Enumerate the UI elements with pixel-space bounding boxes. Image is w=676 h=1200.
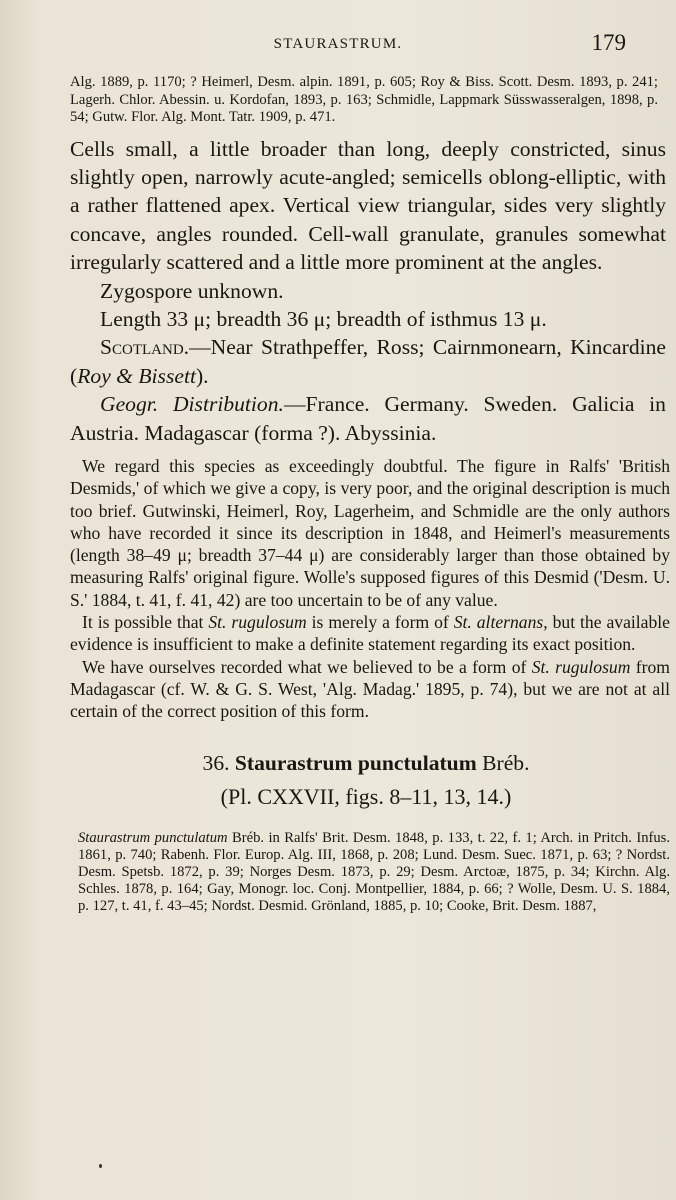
distribution-record [70,390,666,447]
running-head [26,30,650,60]
scotland-authors: Roy & Bissett [77,363,196,388]
measurements-line: Length 33 μ; breadth 36 μ; breadth of isthmus 13 μ. [100,306,547,331]
taxon-name: St. rugulosum [208,612,307,633]
text-run: We have ourselves recorded what we believed to be a form of [82,656,532,677]
distribution-label: Geogr. Distribution. [100,392,284,417]
description-paragraph: Cells small, a little broader than long, deeply constricted, sinus slightly open, narrowly acute-angled; semicells oblong-elliptic, with a rather flattened apex. Vertical view triangular, sides very slightly concave, angles rounded. Cell-wall granulate, granules somewhat irregularly scattered and a little more prominent at the angles. [70,136,666,275]
species-number: 36. [202,750,230,775]
text-run: It is possible that [82,612,209,633]
page-number: 179 [591,30,626,55]
scotland-text: —Near Strathpeffer, Ross; Cairnmonearn, Kincardine ( [70,335,666,388]
text-run: from Madagascar (cf. W. & G. S. West, 'Alg. Madag.' 1895, p. 74), but we are not at all certain of the correct position of this form. [70,656,670,722]
species-heading [26,751,650,776]
taxon-name: St. rugulosum [531,656,631,677]
species-name: Staurastrum punctulatum [234,750,477,775]
synonym-name: Staurastrum punctulatum [78,829,228,846]
taxon-name: St. alternans, [453,612,548,633]
references-bottom [78,830,670,916]
zygospore-line: Zygospore unknown. [100,278,284,303]
scotland-end: ). [195,363,209,388]
references-bottom-text: Bréb. in Ralfs' Brit. Desm. 1848, p. 133, t. 22, f. 1; Arch. in Pritch. Infus. 1861, p. 740; Rabenh. Flor. Europ. Alg. III, 1868, p. 208; Lund. Desm. Suec. 1871, p. 63; ? Nordst. Desm. Spetsb. 1872, p. 39; Norges Desm. 1873, p. 29; Desm. Arctoæ, 1875, p. 34; Kirchn. Alg. Schles. 1878, p. 164; Gay, Monogr. loc. Conj. Montpellier, 1884, p. 66; ? Wolle, Desm. U. S. 1884, p. 127, t. 41, f. 43–45; Nordst. Desmid. Grönland, 1885, p. 10; Cooke, Brit. Desm. 1887, [78,829,671,915]
discussion-paragraph-3 [70,656,670,723]
scotland-record [70,333,666,390]
scotland-label: Scotland. [100,335,190,360]
discussion-paragraph-2 [70,611,670,656]
references-top: Alg. 1889, p. 1170; ? Heimerl, Desm. alpin. 1891, p. 605; Roy & Biss. Scott. Desm. 1893, p. 241; Lagerh. Chlor. Abessin. u. Kordofan, 1893, p. 163; Schmidle, Lappmark Süsswasseralgen, 1898, p. 54; Gutw. Flor. Alg. Mont. Tatr. 1909, p. 471. [70,74,658,125]
plate-reference: (Pl. CXXVII, figs. 8–11, 13, 14.) [220,783,512,809]
distribution-text: —France. Germany. Sweden. Galicia in Austria. Madagascar (forma ?). Abyssinia. [70,392,666,445]
discussion [70,455,670,723]
ink-speck [99,1164,102,1168]
text-run: but the available evidence is insufficient to make a definite statement regarding its exact position. [70,612,670,655]
running-title: STAURASTRUM. [273,36,403,52]
text-run: is merely a form of [306,612,454,633]
discussion-paragraph-1: We regard this species as exceedingly doubtful. The figure in Ralfs' 'British Desmids,' of which we give a copy, is very poor, and the original description is much too brief. Gutwinski, Heimerl, Roy, Lagerheim, and Schmidle are the only authors who have recorded it since its description in 1848, and Heimerl's measurements (length 38–49 μ; breadth 37–44 μ) are considerably larger than those obtained by measuring Ralfs' original figure. Wolle's supposed figures of this Desmid ('Desm. U. S.' 1884, t. 41, f. 41, 42) are too uncertain to be of any value. [70,455,670,610]
species-description [70,135,666,447]
species-author: Bréb. [482,750,530,775]
